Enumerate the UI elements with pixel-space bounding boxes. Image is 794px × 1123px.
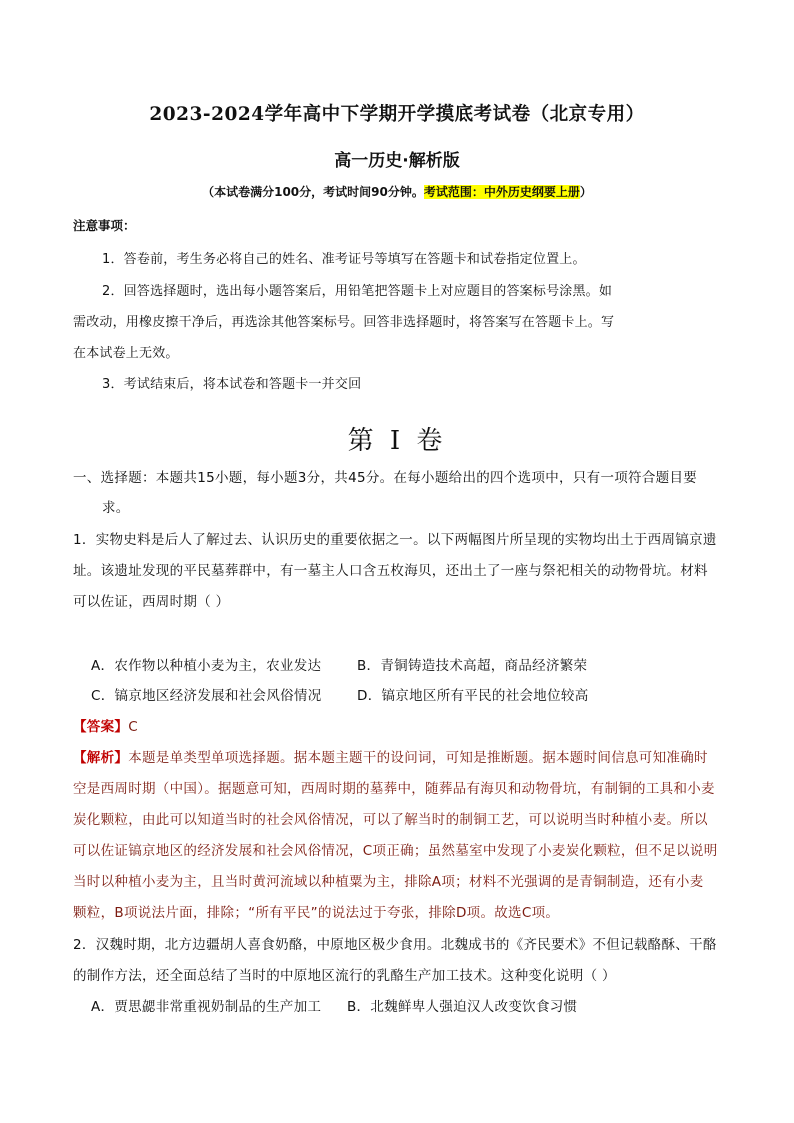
- q1-analysis-line-3: 炭化颗粒，由此可以知道当时的社会风俗情况，可以了解当时的制铜工艺，可以说明当时种植小麦。所以: [73, 812, 708, 828]
- analysis-label: 【解析】: [73, 750, 129, 766]
- exam-title: 2023-2024学年高中下学期开学摸底考试卷（北京专用）: [149, 104, 645, 125]
- section-instructions-line-2: 求。: [102, 500, 130, 516]
- analysis-text-1: 本题是单类型单项选择题。据本题主题干的设问词，可知是推断题。据本题时间信息可知准确时: [128, 750, 708, 766]
- notice-title: 注意事项：: [73, 218, 136, 233]
- notice-item-1: 1．答卷前，考生务必将自己的姓名、准考证号等填写在答题卡和试卷指定位置上。: [102, 252, 586, 267]
- q2-option-a: A．贾思勰非常重视奶制品的生产加工: [91, 999, 322, 1015]
- q1-answer: [73, 715, 138, 735]
- q2-option-b: B．北魏鲜卑人强迫汉人改变饮食习惯: [347, 999, 578, 1015]
- q1-option-b: B．青铜铸造技术高超，商品经济繁荣: [357, 658, 588, 674]
- q1-analysis-line-2: 空是西周时期（中国）。据题意可知，西周时期的墓葬中，随葬品有海贝和动物骨坑，有制铜的工具和小麦: [73, 781, 715, 797]
- notice-item-2-line-1: 2．回答选择题时，选出每小题答案后，用铅笔把答题卡上对应题目的答案标号涂黑。如: [102, 284, 613, 299]
- q1-analysis-line-5: 当时以种植小麦为主，且当时黄河流域以种植粟为主，排除A项；材料不光强调的是青铜制造，还有小麦: [73, 874, 704, 890]
- q1-stem-line-1: 1．实物史料是后人了解过去、认识历史的重要依据之一。以下两幅图片所呈现的实物均出土于西周镐京遗: [73, 532, 717, 548]
- q1-option-d: D．镐京地区所有平民的社会地位较高: [357, 688, 589, 704]
- answer-value: C: [128, 719, 138, 735]
- volume-title: 第 I 卷: [347, 426, 447, 456]
- notice-item-3: 3．考试结束后，将本试卷和答题卡一并交回: [102, 377, 362, 392]
- notice-item-2-line-3: 在本试卷上无效。: [73, 346, 179, 361]
- q1-option-a: A．农作物以种植小麦为主，农业发达: [91, 658, 322, 674]
- exam-subtitle: 高一历史·解析版: [334, 151, 460, 171]
- section-instructions-line-1: 一、选择题：本题共15小题，每小题3分，共45分。在每小题给出的四个选项中，只有一项符合题目要: [73, 470, 698, 486]
- q1-analysis-line-1: [73, 746, 708, 766]
- score-suffix: ）: [579, 185, 592, 199]
- exam-scope-highlight: 考试范围：中外历史纲要上册: [423, 185, 580, 199]
- q1-analysis-line-4: 可以佐证镐京地区的经济发展和社会风俗情况，C项正确；虽然墓室中发现了小麦炭化颗粒，但不足以说明: [73, 843, 718, 859]
- q2-stem-line-2: 的制作方法，还全面总结了当时的中原地区流行的乳酪生产加工技术。这种变化说明（ ）: [73, 968, 616, 984]
- q1-stem-line-3: 可以佐证，西周时期（ ）: [73, 594, 230, 610]
- score-prefix: （本试卷满分100分，考试时间90分钟。: [202, 185, 424, 199]
- q2-stem-line-1: 2．汉魏时期，北方边疆胡人喜食奶酪，中原地区极少食用。北魏成书的《齐民要术》不但记载酪酥、干酪: [73, 937, 717, 953]
- q1-analysis-line-6: 颗粒，B项说法片面，排除；“所有平民”的说法过于夸张，排除D项。故选C项。: [73, 905, 560, 921]
- q1-stem-line-2: 址。该遗址发现的平民墓葬群中，有一墓主人口含五枚海贝，还出土了一座与祭祀相关的动物骨坑。材料: [73, 563, 708, 579]
- q1-option-c: C．镐京地区经济发展和社会风俗情况: [91, 688, 322, 704]
- notice-item-2-line-2: 需改动，用橡皮擦干净后，再选涂其他答案标号。回答非选择题时，将答案写在答题卡上。写: [73, 315, 615, 330]
- score-info: [0, 183, 794, 200]
- answer-label: 【答案】: [73, 719, 129, 735]
